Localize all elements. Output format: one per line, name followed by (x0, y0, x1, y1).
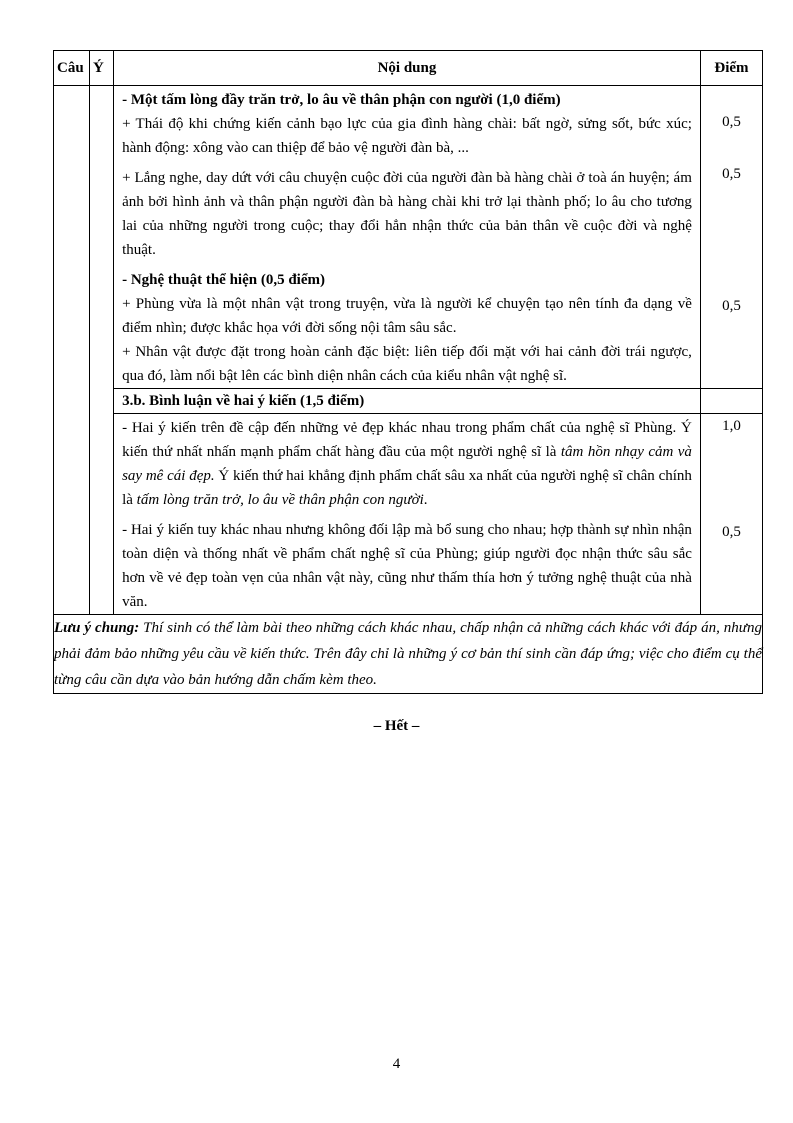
header-cau: Câu (54, 51, 90, 86)
section3-paragraph2: - Hai ý kiến tuy khác nhau nhưng không đối lập mà bổ sung cho nhau; hợp thành sự nhìn nhận toàn diện và thống nhất về phẩm chất nghệ sĩ của Phùng; giúp người đọc nhận thức sâu sắc hơn về vẻ đẹp toàn vẹn của nhân vật này, cũng như thấm thía hơn ý tưởng nghệ thuật của nhà văn. (122, 522, 692, 610)
section3-heading: 3.b. Bình luận về hai ý kiến (1,5 điểm) (122, 393, 365, 409)
table-row-section-3-body (54, 414, 763, 615)
score-section3-p2: 0,5 (722, 524, 741, 540)
content-cell-section-3-heading (114, 389, 701, 414)
section2-item2: + Nhân vật được đặt trong hoàn cảnh đặc biệt: liên tiếp đối mặt với hai cảnh đời trái ngược, qua đó, làm nổi bật lên các bình diện nhân cách của kiểu nhân vật nghệ sĩ. (122, 344, 692, 384)
note-text: Thí sinh có thể làm bài theo những cách khác nhau, chấp nhận cả những cách khác với đáp án, nhưng phải đảm bảo những yêu cầu về kiến thức. Trên đây chỉ là những ý cơ bản thí sinh cần đáp ứng; việc cho điểm cụ thể từng câu cần dựa vào bản hướng dẫn chấm kèm theo. (54, 620, 762, 688)
cau-cell (54, 86, 90, 615)
note-label: Lưu ý chung: (54, 620, 140, 636)
grading-table (53, 50, 763, 694)
header-diem: Điểm (700, 51, 762, 86)
table-row-section-1-2 (54, 86, 763, 389)
score-cell-section-3-body (700, 414, 762, 615)
content-cell-sections-1-2 (114, 86, 701, 389)
header-row (54, 51, 763, 86)
section3-p1-part-e: . (423, 492, 428, 508)
header-y: Ý (90, 51, 114, 86)
section3-paragraph1 (122, 416, 692, 512)
score-section1-item1: 0,5 (722, 114, 741, 130)
score-section2: 0,5 (722, 298, 741, 314)
score-cell-section-3-heading (700, 389, 762, 414)
page-number: 4 (392, 1056, 401, 1072)
header-noi-dung: Nội dung (114, 51, 701, 86)
table-row-section-3-heading (54, 389, 763, 414)
content-cell-section-3-body (114, 414, 701, 615)
end-marker: – Hết – (373, 718, 420, 734)
section1-item1: + Thái độ khi chứng kiến cảnh bạo lực của gia đình hàng chài: bất ngờ, sửng sốt, bức xúc; hành động: xông vào can thiệp để bảo vệ người đàn bà, ... (122, 116, 692, 156)
score-section3-p1: 1,0 (722, 418, 741, 434)
score-cell-sections-1-2 (700, 86, 762, 389)
note-row (54, 615, 763, 694)
section1-item2: + Lắng nghe, day dứt với câu chuyện cuộc đời của người đàn bà hàng chài ở toà án huyện; ám ảnh bởi hình ảnh và thân phận người đàn bà hàng chài khi trở lại thành phố; lo âu cho tương lai của những người trong cuộc; thay đổi hẳn nhận thức của bản thân về cuộc đời và nghệ thuật. (122, 170, 692, 258)
section1-heading: - Một tấm lòng đầy trăn trở, lo âu về thân phận con người (1,0 điểm) (122, 92, 561, 108)
note-cell (54, 615, 763, 694)
section3-p1-part-b: tâm hồn nhạy cảm và say mê cái đẹp. (122, 444, 692, 484)
section3-p1-part-a: - Hai ý kiến trên đề cập đến những vẻ đẹp khác nhau trong phẩm chất của nghệ sĩ Phùng. Ý kiến thứ nhất nhấn mạnh phẩm chất hàng đầu của một người nghệ sĩ là (122, 420, 692, 460)
section2-item1: + Phùng vừa là một nhân vật trong truyện, vừa là người kể chuyện tạo nên tính đa dạng về điểm nhìn; được khắc họa với đời sống nội tâm sâu sắc. (122, 296, 692, 336)
section3-p1-part-c: Ý kiến thứ hai khẳng định phẩm chất sâu xa nhất của người nghệ sĩ chân chính là (122, 468, 692, 508)
section3-p1-part-d: tấm lòng trăn trở, lo âu về thân phận con người (136, 492, 424, 508)
score-section1-item2: 0,5 (722, 166, 741, 182)
y-cell (90, 86, 114, 615)
section2-heading: - Nghệ thuật thể hiện (0,5 điểm) (122, 272, 325, 288)
